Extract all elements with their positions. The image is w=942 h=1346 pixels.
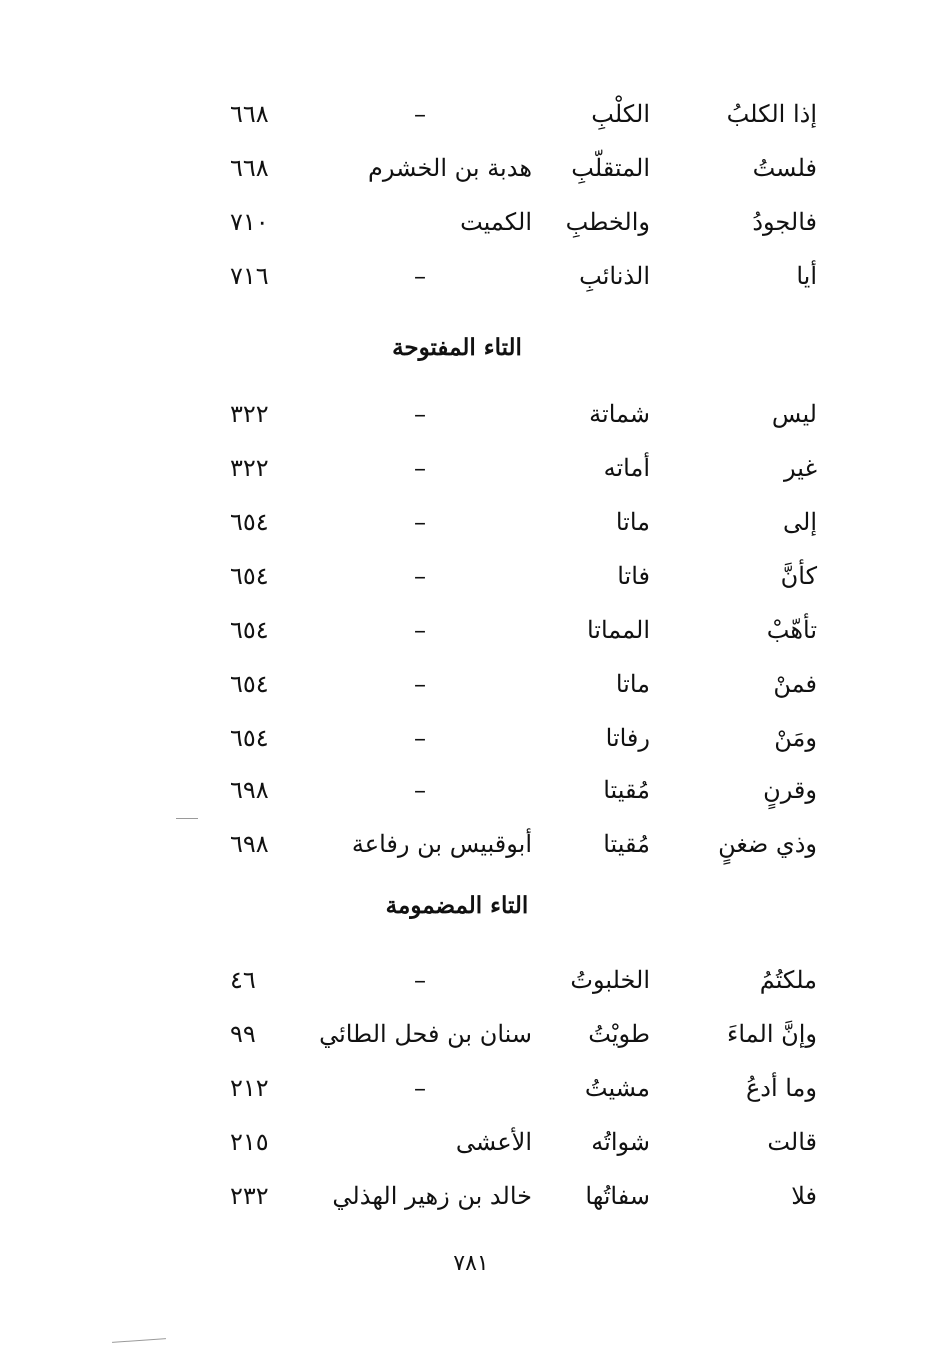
- index-row: [0, 1014, 942, 1054]
- index-row: [0, 556, 942, 596]
- page-reference: ٦٩٨: [230, 776, 269, 804]
- unknown-poet-dash: –: [414, 562, 426, 590]
- rhyme-word: طويْتُ: [588, 1020, 650, 1048]
- index-row: [0, 824, 942, 864]
- page-reference: ٣٢٢: [230, 454, 269, 482]
- page-reference: ٦٥٤: [230, 670, 269, 698]
- rhyme-word: الكلْبِ: [591, 100, 650, 128]
- unknown-poet-dash: –: [414, 966, 426, 994]
- index-row: [0, 394, 942, 434]
- first-words: وذي ضغنٍ: [718, 830, 817, 858]
- unknown-poet-dash: –: [414, 454, 426, 482]
- index-row: [0, 1122, 942, 1162]
- page-reference: ٦٥٤: [230, 724, 269, 752]
- unknown-poet-dash: –: [414, 508, 426, 536]
- rhyme-word: شماتة: [589, 400, 650, 428]
- first-words: فلستُ: [752, 154, 817, 182]
- unknown-poet-dash: [405, 1014, 435, 1054]
- unknown-poet-dash: –: [414, 670, 426, 698]
- rhyme-word: سفاتُها: [585, 1182, 650, 1210]
- first-words: إلى: [783, 508, 817, 536]
- first-words: ومَنْ: [774, 724, 817, 752]
- index-row: [0, 1068, 942, 1108]
- section-heading: التاء المفتوحة: [392, 334, 522, 361]
- index-row: [0, 94, 942, 134]
- page-reference: ٢٣٢: [230, 1182, 269, 1210]
- first-words: غير: [783, 454, 817, 482]
- page-reference: ٦٦٨: [230, 100, 269, 128]
- unknown-poet-dash: [405, 1176, 435, 1216]
- rhyme-word: المتقلّبِ: [571, 154, 650, 182]
- unknown-poet-dash: –: [414, 776, 426, 804]
- page-number: ٧٨١: [453, 1251, 489, 1276]
- first-words: وإنَّ الماءَ: [727, 1020, 817, 1048]
- page-reference: ٧١٠: [230, 208, 269, 236]
- rhyme-word: الذنائبِ: [579, 262, 650, 290]
- section-heading: التاء المضمومة: [385, 892, 529, 919]
- unknown-poet-dash: [405, 1122, 435, 1162]
- rhyme-word: المماتا: [586, 616, 650, 644]
- page-reference: ٦٦٨: [230, 154, 269, 182]
- poet-name: الأعشى: [455, 1128, 532, 1156]
- scan-artifact: [112, 1338, 166, 1343]
- poet-name: أبوقبيس بن رفاعة: [351, 830, 532, 858]
- index-row: [0, 610, 942, 650]
- first-words: ملكتُمُ: [759, 966, 817, 994]
- page-reference: ٩٩: [230, 1020, 256, 1048]
- poet-name: سنان بن فحل الطائي: [319, 1020, 532, 1048]
- poet-name: خالد بن زهير الهذلي: [332, 1182, 532, 1210]
- page-reference: ٢١٢: [230, 1074, 269, 1102]
- first-words: قالت: [767, 1128, 817, 1156]
- first-words: فلا: [791, 1182, 817, 1210]
- unknown-poet-dash: –: [414, 100, 426, 128]
- index-row: [0, 1176, 942, 1216]
- rhyme-word: أماته: [603, 454, 650, 482]
- poet-name: هدبة بن الخشرم: [368, 154, 532, 182]
- index-row: [0, 148, 942, 188]
- rhyme-word: ماتا: [615, 508, 650, 536]
- index-row: [0, 664, 942, 704]
- first-words: إذا الكلبُ: [726, 100, 817, 128]
- unknown-poet-dash: –: [414, 616, 426, 644]
- rhyme-word: مُقيتا: [603, 830, 650, 858]
- scan-artifact: [176, 818, 198, 819]
- rhyme-word: ماتا: [615, 670, 650, 698]
- rhyme-word: مشيتُ: [584, 1074, 650, 1102]
- page-reference: ٤٦: [230, 966, 256, 994]
- page-reference: ٢١٥: [230, 1128, 269, 1156]
- unknown-poet-dash: [405, 824, 435, 864]
- poet-name: الكميت: [460, 208, 532, 236]
- unknown-poet-dash: –: [414, 1074, 426, 1102]
- first-words: وما أدعُ: [745, 1074, 817, 1102]
- rhyme-word: شواتُه: [591, 1128, 650, 1156]
- rhyme-word: والخطبِ: [565, 208, 650, 236]
- first-words: تأهّبْ: [766, 616, 817, 644]
- unknown-poet-dash: –: [414, 724, 426, 752]
- rhyme-word: الخلبوتُ: [570, 966, 650, 994]
- rhyme-word: مُقيتا: [603, 776, 650, 804]
- first-words: أيا: [796, 262, 817, 290]
- first-words: كأنَّ: [780, 562, 817, 590]
- index-row: [0, 770, 942, 810]
- first-words: وقرنٍ: [763, 776, 817, 804]
- page-reference: ٦٥٤: [230, 562, 269, 590]
- page-reference: ٣٢٢: [230, 400, 269, 428]
- rhyme-word: فاتا: [617, 562, 650, 590]
- index-row: [0, 718, 942, 758]
- index-row: [0, 960, 942, 1000]
- index-row: [0, 202, 942, 242]
- unknown-poet-dash: [405, 148, 435, 188]
- index-row: [0, 448, 942, 488]
- first-words: فالجودُ: [752, 208, 817, 236]
- page-reference: ٦٥٤: [230, 616, 269, 644]
- page-reference: ٧١٦: [230, 262, 269, 290]
- index-row: [0, 256, 942, 296]
- unknown-poet-dash: –: [414, 400, 426, 428]
- first-words: ليس: [771, 400, 817, 428]
- page-reference: ٦٥٤: [230, 508, 269, 536]
- first-words: فمنْ: [773, 670, 817, 698]
- unknown-poet-dash: [405, 202, 435, 242]
- index-row: [0, 502, 942, 542]
- rhyme-word: رفاتا: [605, 724, 650, 752]
- unknown-poet-dash: –: [414, 262, 426, 290]
- page-reference: ٦٩٨: [230, 830, 269, 858]
